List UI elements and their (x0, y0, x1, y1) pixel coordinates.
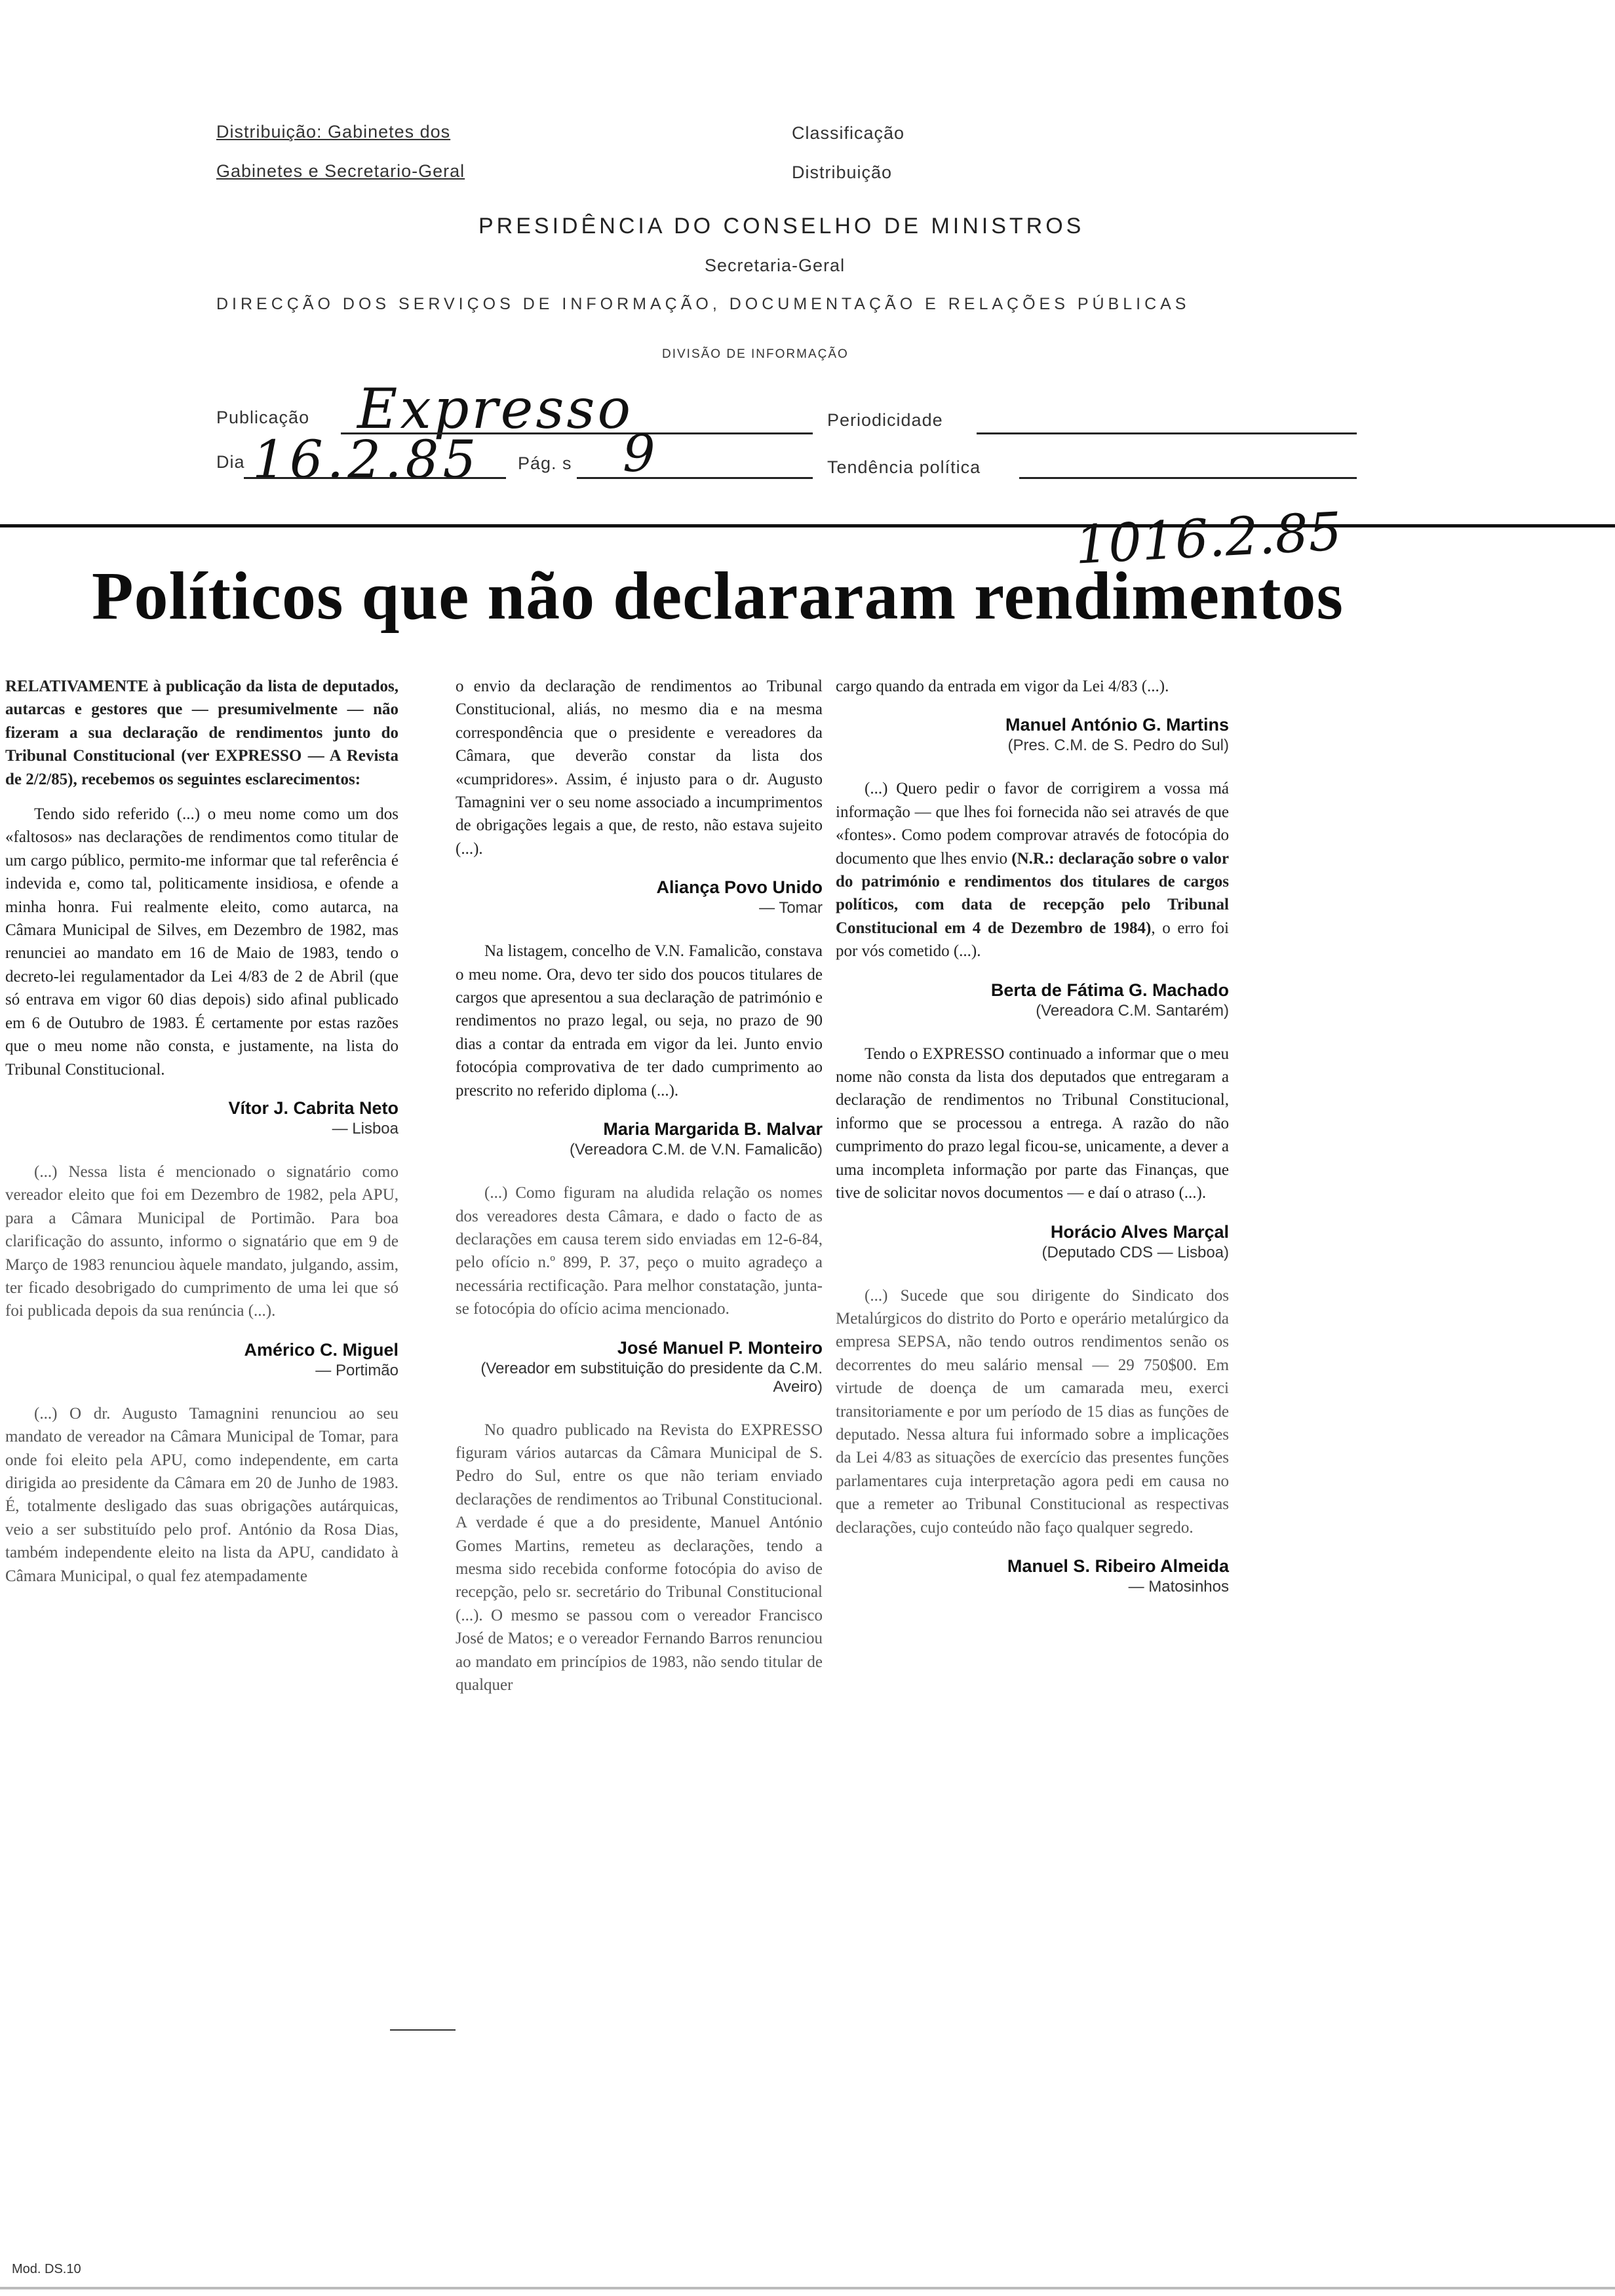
signature-place: — Tomar (759, 899, 823, 917)
letter-signature: Berta de Fátima G. Machado (990, 980, 1229, 1000)
page-underline (577, 477, 813, 479)
letter-paragraph: Tendo o EXPRESSO continuado a informar que o meu nome não consta da lista dos deputados que entregaram a declaração de rendimentos no Tribunal Constitucional, informo que se processou a entrega. A razão do não cumprimento do prazo legal ficou-se, unicamente, a dever a uma incompleta informação por parte das Finanças, que tive de solicitar novos documentos — e daí o atraso (...). (836, 1044, 1229, 1202)
letter-paragraph: cargo quando da entrada em vigor da Lei 4/83 (...). (836, 678, 1169, 695)
distribution-label: Distribuição (792, 163, 893, 182)
scan-edge (0, 2287, 1615, 2289)
article-column-3 (836, 675, 1229, 1618)
secretariat-label: Secretaria-Geral (705, 256, 846, 275)
day-underline (244, 477, 506, 479)
signature-place: (Deputado CDS — Lisboa) (1041, 1243, 1229, 1261)
signature-place: (Pres. C.M. de S. Pedro do Sul) (1007, 737, 1229, 755)
letter-paragraph (836, 777, 1229, 963)
periodicity-label: Periodicidade (827, 410, 943, 430)
letter-paragraph: (...) Como figuram na aludida relação os nomes dos vereadores desta Câmara, e dado o facto de as declarações em causa terem sido enviadas em 12-6-84, pelo ofício n.º 899, P. 37, peço o muito agradeço a necessária rectificação. Para melhor constatação, junta-se fotocópia do ofício acima mencionado. (456, 1184, 823, 1318)
letter-paragraph: o envio da declaração de rendimentos ao Tribunal Constitucional, aliás, no mesmo dia e na mesma correspondência que o presidente e vereadores da Câmara, que deverão constar da lista dos «cumpridores». Assim, é injusto para o dr. Augusto Tamagnini ver o seu nome associado a incumprimentos de obrigações legais a que, de resto, não estava sujeito (...). (456, 678, 823, 858)
letter-signature: Vítor J. Cabrita Neto (228, 1098, 399, 1118)
article-end-rule (390, 2029, 456, 2031)
tendency-label: Tendência política (827, 457, 981, 477)
letter-signature: Manuel António G. Martins (1005, 715, 1229, 735)
letter-paragraph: (...) O dr. Augusto Tamagnini renunciou ao seu mandato de vereador na Câmara Municipal de Tomar, para onde foi eleito pela APU, como independente, em carta dirigida ao presidente da Câmara em 20 de Junho de 1983. É, totalmente desligado das suas obrigações autárquicas, veio a ser substituído pelo prof. António da Rosa Dias, também independente eleito na lista da APU, candidato à Câmara Municipal, o qual fez atempadamente (5, 1404, 399, 1585)
periodicity-underline (977, 432, 1357, 434)
letter-text: (...) Quero pedir o favor de corrigirem a vossa má informação — que lhes foi fornecida não sei através de que «fontes». Como podem comprovar através de fotocópia do documento que lhes envio (836, 780, 1229, 868)
classification-label: Classificação (792, 123, 905, 143)
letter-signature: José Manuel P. Monteiro (617, 1337, 823, 1358)
letter-signature: Américo C. Miguel (244, 1339, 399, 1360)
day-label: Dia (216, 452, 245, 472)
intro-lead: RELATIVAMENTE (5, 678, 149, 695)
letter-paragraph: No quadro publicado na Revista do EXPRESSO figuram vários autarcas da Câmara Municipal de S. Pedro do Sul, entre os que não teriam enviado declarações de rendimentos ao Tribunal Constitucional. A verdade é que a do presidente, Manuel António Gomes Martins, remeteu as declarações, tendo a mesma sido recebida conforme fotocópia do aviso de recepção, pelo sr. secretário do Tribunal Constitucional (...). O mesmo se passou com o vereador Francisco José de Matos; e o vereador Fernando Barros renunciou ao mandato em princípios de 1983, não sendo titular de qualquer (456, 1421, 823, 1694)
publication-value: Expresso (357, 377, 634, 441)
page-label: Pág. s (518, 453, 572, 473)
signature-place: (Vereadora C.M. de V.N. Famalicão) (570, 1141, 823, 1159)
letter-paragraph: Tendo sido referido (...) o meu nome como um dos «faltosos» nas declarações de rendimentos como titular de um cargo público, permito-me informar que tal referência é indevida e, como tal, politicamente insidiosa, e ofende a minha honra. Fui realmente eleito, como autarca, na Câmara Municipal de Silves, em Dezembro de 1982, mas renunciei ao mandato em 16 de Maio de 1983, tendo o decreto-lei regulamentador da Lei 4/83 de 2 de Abril (que só entrava em vigor 60 dias depois) sido afinal publicado em 6 de Outubro de 1983. É certamente por estas razões que o meu nome não consta, e justamente, na lista do Tribunal Constitucional. (5, 805, 399, 1079)
signature-place: — Lisboa (332, 1119, 399, 1138)
letter-signature: Horácio Alves Marçal (1050, 1221, 1229, 1242)
form-code: Mod. DS.10 (12, 2262, 81, 2276)
date-stamp: 1016.2.85 (1073, 501, 1344, 576)
signature-place: — Matosinhos (1128, 1577, 1229, 1596)
directorate-label: DIRECÇÃO DOS SERVIÇOS DE INFORMAÇÃO, DOCUMENTAÇÃO E RELAÇÕES PÚBLICAS (216, 295, 1190, 313)
article-column-1 (5, 675, 399, 1599)
letter-signature: Aliança Povo Unido (656, 877, 823, 898)
distribution-line-1: Distribuição: Gabinetes dos (216, 122, 451, 142)
tendency-underline (1019, 477, 1357, 479)
letter-paragraph: (...) Sucede que sou dirigente do Sindicato dos Metalúrgicos do distrito do Porto e operário metalúrgico da empresa SEPSA, não tendo outros rendimentos senão os decorrentes do meu salário mensal — 29 750$00. Em virtude de doença de um camarada meu, exerci transitoriamente e por um período de 15 dias as funções de deputado. Nessa altura fui informado sobre a implicações da Lei 4/83 as situações de exercício das presentes funções parlamentares cuja interpretação agora pedi em causa no que a remeter ao Tribunal Constitucional as respectivas declarações, cujo conteúdo não faço qualquer segredo. (836, 1286, 1229, 1537)
editor-note: (N.R.: declaração sobre o valor do património e rendimentos dos titulares de cargos políticos, com data de recepção pelo Tribunal Constitucional em 4 de Dezembro de 1984) (836, 849, 1229, 937)
signature-place: (Vereador em substituição do presidente da C.M. Aveiro) (480, 1359, 823, 1396)
page-value: 9 (623, 425, 655, 484)
letter-paragraph: (...) Nessa lista é mencionado o signatário como vereador eleito que foi em Dezembro de 1982, pela APU, para a Câmara Municipal de Portimão. Para boa clarificação do assunto, informo o signatário que em 9 de Março de 1983 renunciou àquele mandato, julgando, assim, ter ficado desobrigado do cumprimento de uma lei que só foi publicada depois da sua renúncia (...). (5, 1162, 399, 1320)
letter-text: , o erro foi por vós cometido (...). (836, 919, 1229, 961)
signature-place: — Portimão (315, 1361, 399, 1379)
letter-signature: Manuel S. Ribeiro Almeida (1007, 1556, 1229, 1576)
article-column-2 (456, 675, 823, 1708)
distribution-line-2: Gabinetes e Secretario-Geral (216, 161, 465, 181)
letter-paragraph: Na listagem, concelho de V.N. Famalicão, constava o meu nome. Ora, devo ter sido dos poucos titulares de cargos que apresentou a sua declaração de património e rendimentos no prazo legal, ou seja, no prazo de 90 dias a contar da entrada em vigor da lei. Junto envio fotocópia comprovativa de ter dado cumprimento ao prescrito no referido diploma (...). (456, 942, 823, 1100)
letter-signature: Maria Margarida B. Malvar (603, 1119, 823, 1139)
signature-place: (Vereadora C.M. Santarém) (1036, 1001, 1229, 1020)
presidency-title: PRESIDÊNCIA DO CONSELHO DE MINISTROS (478, 214, 1085, 239)
division-label: DIVISÃO DE INFORMAÇÃO (662, 347, 849, 361)
clipping-separator (0, 524, 1615, 527)
day-value: 16.2.85 (252, 429, 480, 490)
intro-text: à publicação da lista de deputados, autarcas e gestores que — presumivelmente — não fizeram a sua declaração de rendimentos junto do Tribunal Constitucional (ver EXPRESSO — A Revista de 2/2/85), recebemos os seguintes esclarecimentos: (5, 678, 399, 788)
article-intro (5, 675, 399, 791)
article-headline: Políticos que não declararam rendimentos (92, 558, 1344, 634)
publication-label: Publicação (216, 408, 310, 427)
